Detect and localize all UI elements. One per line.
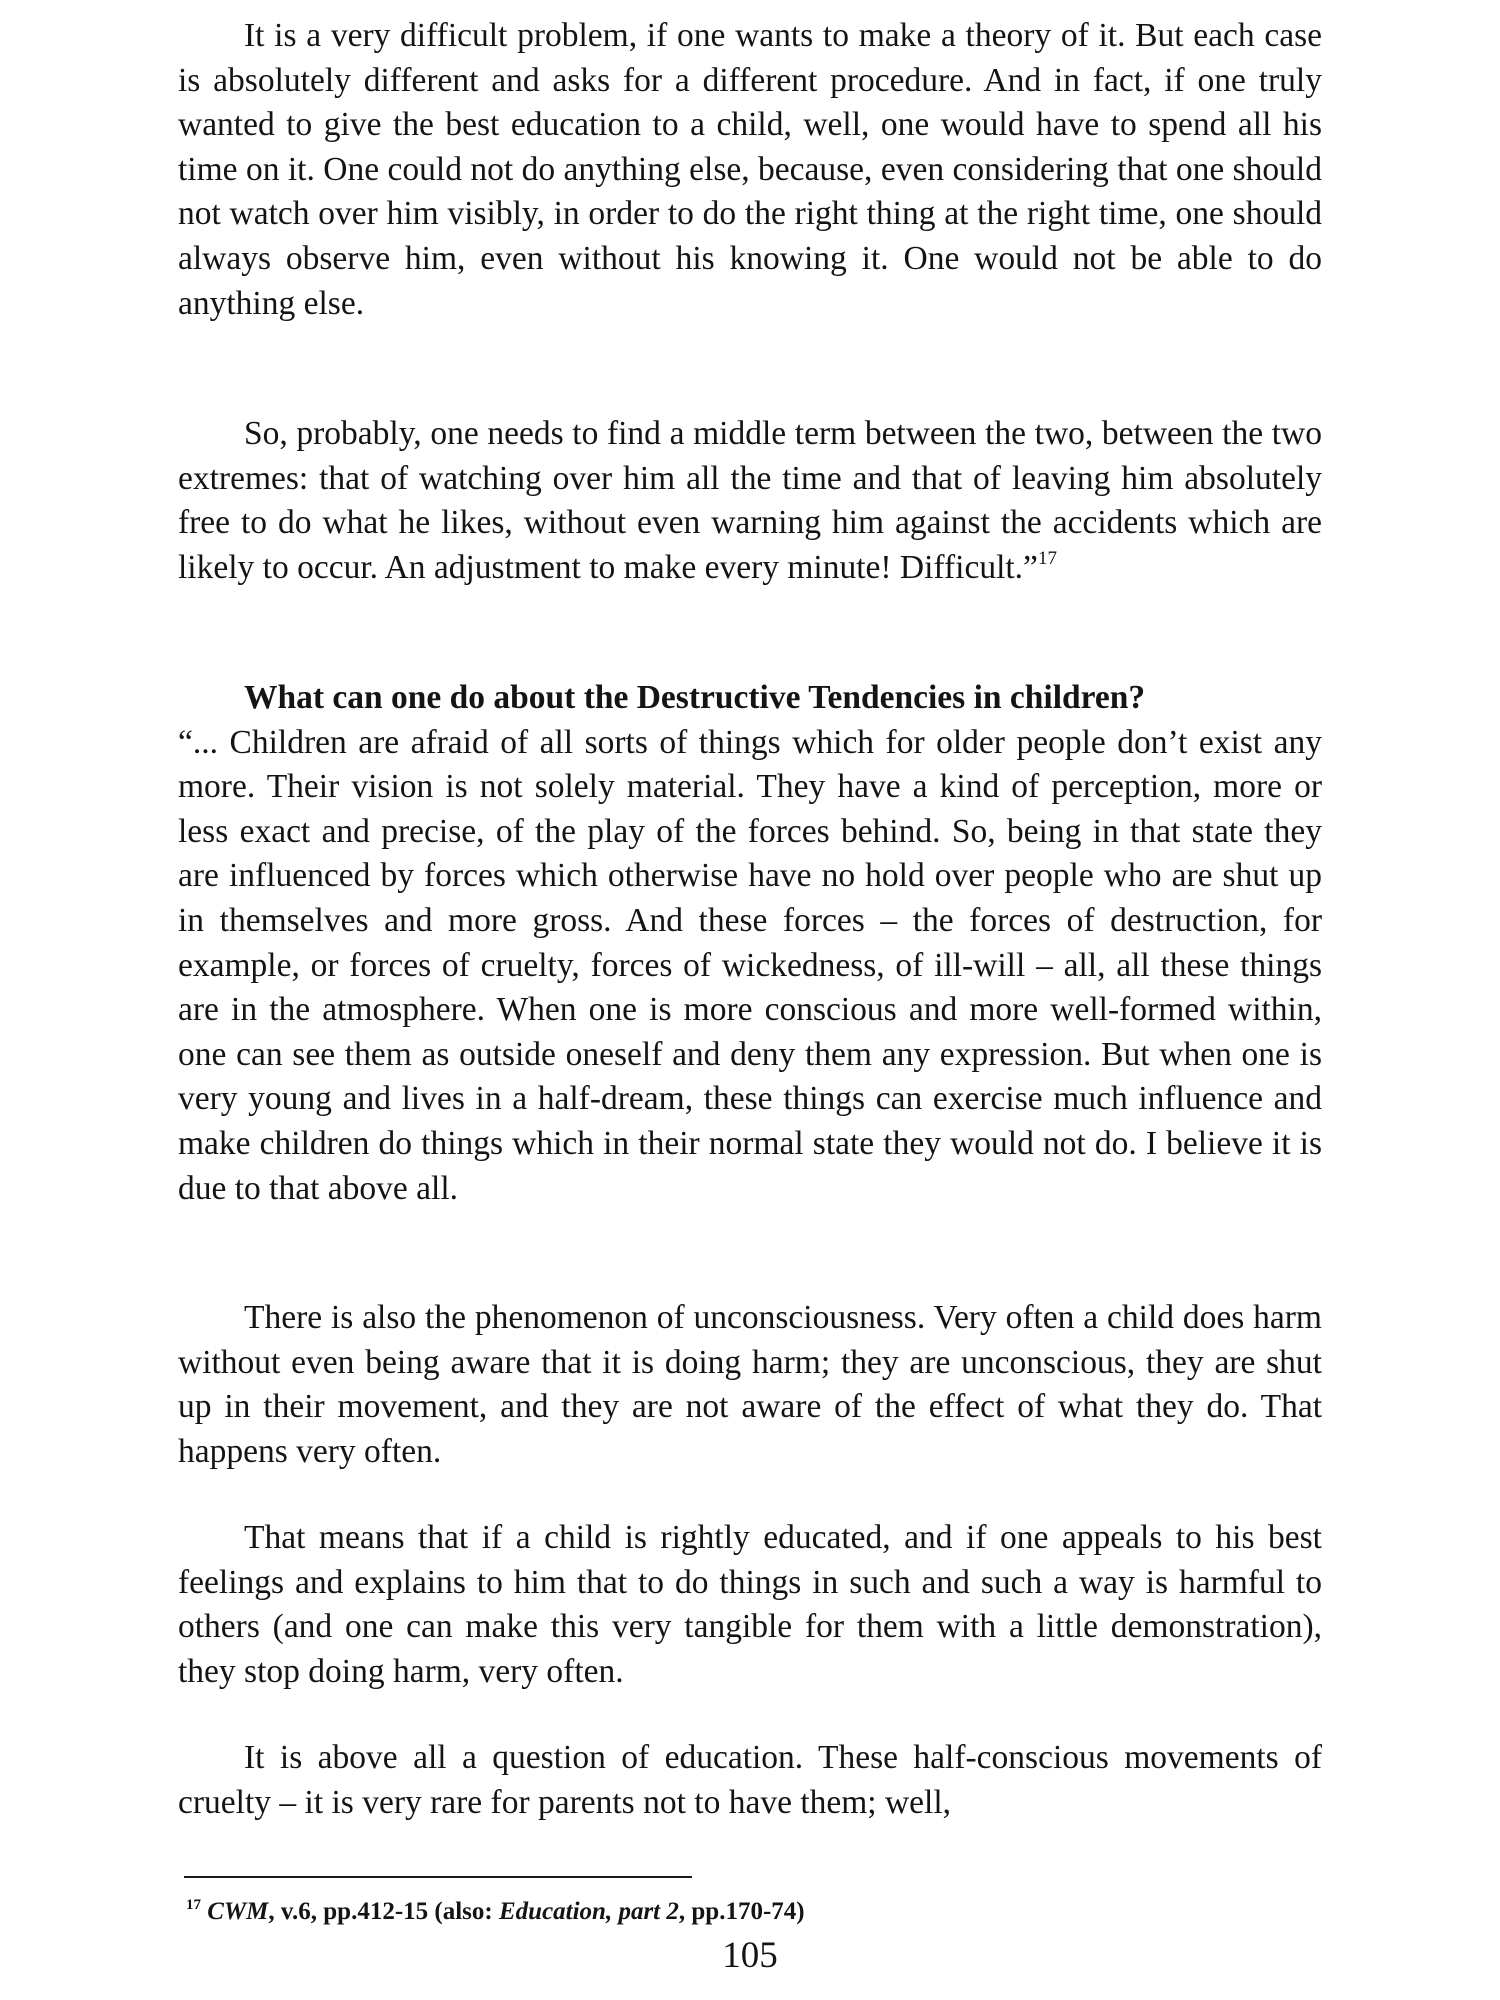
footnote-number: 17 [186, 1897, 201, 1913]
paragraph: It is above all a question of education. These half-conscious movements of cruelty – it is very rare for parents not to have them; well, [178, 1739, 1322, 1821]
paragraph-text: So, probably, one needs to find a middle term between the two, between the two extremes: that of watching over him all the time and that of leaving him absolutely free to do what he likes, without even warning him against the accidents which are likely to occur. An adjustment to make every minute! Difficult.” [178, 415, 1322, 586]
paragraph-2-block [178, 412, 1322, 590]
paragraph-3-block [178, 1296, 1322, 1474]
footnote-also-title: Education, part 2 [498, 1898, 679, 1925]
footnote-source-title: CWM [207, 1898, 269, 1925]
quote-paragraph: “... Children are afraid of all sorts of things which for older people don’t exist any more. Their vision is not solely material. They have a kind of perception, more or less exact and precise, of the play of the forces behind. So, being in that state they are influenced by forces which otherwise have no hold over people who are shut up in themselves and more gross. And these forces – the forces of destruction, for example, or forces of cruelty, forces of wickedness, of ill-will – all, all these things are in the atmosphere. When one is more conscious and more well-formed within, one can see them as outside oneself and deny them any expression. But when one is very young and lives in a half-dream, these things can exercise much influence and make children do things which in their normal state they would not do. I believe it is due to that above all. [178, 723, 1322, 1207]
paragraph-4-block [178, 1516, 1322, 1694]
paragraph: There is also the phenomenon of unconsciousness. Very often a child does harm without even being aware that it is doing harm; they are unconscious, they are shut up in their movement, and they are not aware of the effect of what they do. That happens very often. [178, 1299, 1322, 1470]
page-number: 105 [722, 1935, 778, 1976]
paragraph: It is a very difficult problem, if one wants to make a theory of it. But each case is absolutely different and asks for a different procedure. And in fact, if one truly wanted to give the best education to a child, well, one would have to spend all his time on it. One could not do anything else, because, even considering that one should not watch over him visibly, in order to do the right thing at the right time, one should always observe him, even without his knowing it. One would not be able to do anything else. [178, 17, 1322, 322]
footnote-also-detail: , pp.170-74) [678, 1898, 805, 1925]
footnote-reference: 17 [1037, 547, 1057, 569]
section-block [178, 676, 1322, 1211]
footnote-source-detail: , v.6, pp.412-15 (also: [268, 1898, 499, 1925]
footnote-divider [184, 1876, 692, 1878]
section-heading: What can one do about the Destructive Tendencies in children? [244, 679, 1146, 716]
paragraph-5-block [178, 1736, 1322, 1825]
paragraph-1-block [178, 14, 1322, 326]
paragraph [178, 412, 1322, 590]
footnote [186, 1896, 1286, 1928]
paragraph: That means that if a child is rightly educated, and if one appeals to his best feelings and explains to him that to do things in such and such a way is harmful to others (and one can make this very tangible for them with a little demonstration), they stop doing harm, very often. [178, 1519, 1322, 1690]
